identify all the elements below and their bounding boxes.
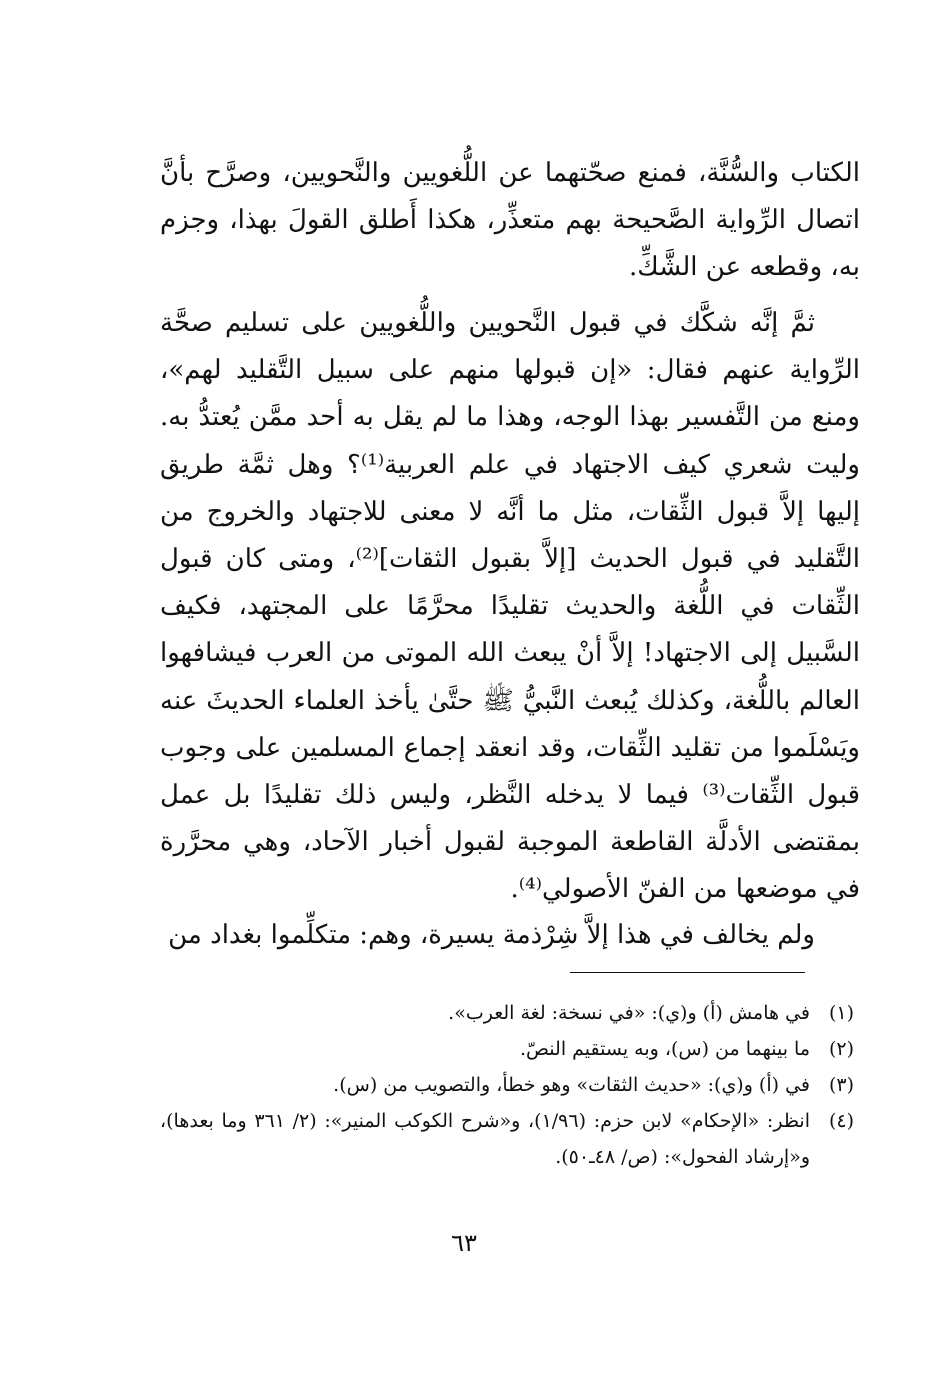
page-number: ٦٣ <box>451 1229 477 1257</box>
paragraph-text: الكتاب والسُّنَّة، فمنع صحّتهما عن اللُّغويين والنَّحويين، وصرَّح بأنَّ اتصال الرِّواية الصَّحيحة بهم متعذِّر، هكذا أَطلق القولَ بهذا، وجزم به، وقطعه عن الشَّكِّ. <box>160 158 860 283</box>
footnote-number: (٤) <box>828 1110 854 1132</box>
footnote-3 <box>160 1067 860 1103</box>
footnote-text: ما بينهما من (س)، وبه يستقيم النصّ. <box>519 1038 810 1060</box>
footnote-number: (١) <box>828 1002 854 1024</box>
footnote-separator <box>570 972 805 973</box>
footnote-2 <box>160 1031 860 1067</box>
paragraph-text: ثمَّ إنَّه شكَّك في قبول النَّحويين واللُّغويين على تسليم صحَّة الرِّواية عنهم فقال: «إن قبولها منهم على سبيل التَّقليد لهم»، ومنع من التَّفسير بهذا الوجه، وهذا ما لم يقل به أحد ممَّن يُعتدُّ به. وليت شعري كيف الاجتهاد في علم العربية⁽¹⁾؟ وهل ثمَّة طريق إليها إلاَّ قبول الثِّقات، مثل ما أنَّه لا معنى للاجتهاد والخروج من التَّقليد في قبول الحديث [إلاَّ بقبول الثقات]⁽²⁾، ومتى كان قبول الثِّقات في اللُّغة والحديث تقليدًا محرَّمًا على المجتهد، فكيف السَّبيل إلى الاجتهاد! إلاَّ أنْ يبعث الله الموتى من العرب فيشافهوا العالم باللُّغة، وكذلك يُبعث النَّبيُّ ﷺ حتَّىٰ يأخذ العلماء الحديثَ عنه ويَسْلَموا من تقليد الثِّقات، وقد انعقد إجماع المسلمين على وجوب قبول الثِّقات⁽³⁾ فيما لا يدخله النَّظر، وليس ذلك تقليدًا بل عمل بمقتضى الأدلَّة القاطعة الموجبة لقبول أخبار الآحاد، وهي محرَّرة في موضعها من الفنّ الأصولي⁽⁴⁾. <box>160 308 860 905</box>
footnote-text: انظر: «الإحكام» لابن حزم: (١/٩٦)، و«شرح الكوكب المنير»: (٢/ ٣٦١ وما بعدها)، و«إرشاد الفحول»: (ص/ ٤٨ـ٥٠). <box>160 1110 810 1168</box>
footnote-text: في (أ) و(ي): «حديث الثقات» وهو خطأ، والتصويب من (س). <box>333 1074 810 1096</box>
footnotes <box>160 995 860 1175</box>
footnote-text: في هامش (أ) و(ي): «في نسخة: لغة العرب». <box>448 1002 810 1024</box>
body-paragraph-3 <box>160 912 860 959</box>
footnote-4 <box>160 1103 860 1175</box>
footnote-1 <box>160 995 860 1031</box>
paragraph-text: ولم يخالف في هذا إلاَّ شِرْذمة يسيرة، وهم: متكلِّموا بغداد من <box>168 920 815 950</box>
body-paragraph-2 <box>160 300 860 914</box>
footnote-number: (٣) <box>828 1074 854 1096</box>
body-paragraph-1 <box>160 150 860 292</box>
footnote-number: (٢) <box>828 1038 854 1060</box>
